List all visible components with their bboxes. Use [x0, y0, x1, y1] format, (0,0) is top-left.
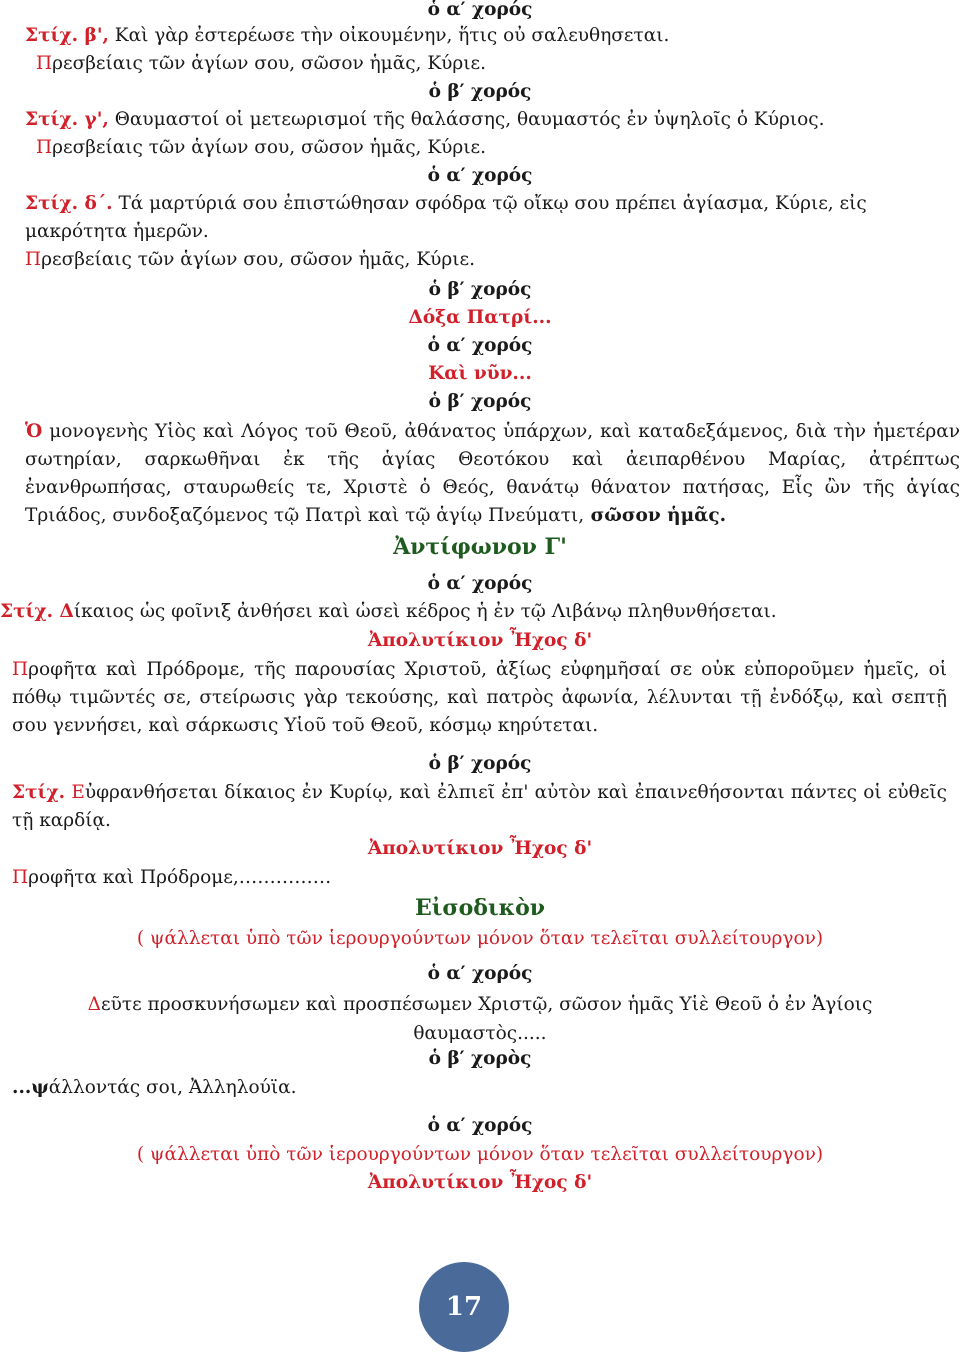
verse-label: Στίχ. β', — [25, 25, 109, 46]
refrain-line — [36, 50, 956, 78]
rubric-note: ( ψάλλεται ὑπὸ τῶν ἱερουργούντων μόνον ὅταν τελεῖται συλλείτουργον) — [136, 1144, 824, 1165]
initial-letter: Δ — [53, 601, 74, 622]
choir-heading: ὁ α′ χορός — [427, 335, 533, 356]
verse-line — [25, 22, 960, 50]
initial-letter: Ὁ — [25, 421, 43, 442]
troparion-paragraph — [25, 418, 960, 530]
choir-heading: ὁ β′ χορός — [428, 391, 532, 412]
kai-nyn-heading: Καὶ νῦν... — [428, 363, 532, 384]
verse-text: Θαυμαστοί οἱ μετεωρισμοί τῆς θαλάσσης, θαυμαστός ἐν ὑψηλοῖς ὁ Κύριος. — [108, 109, 825, 130]
verse-text: Καὶ γὰρ ἐστερέωσε τὴν οἰκουμένην, ἥτις οὐ σαλευθησεται. — [108, 25, 670, 46]
refrain-line — [25, 246, 960, 274]
apolytikion-heading: Ἀπολυτίκιον Ἦχος δ' — [367, 1172, 593, 1193]
refrain-text: ρεσβείαις τῶν ἁγίων σου, σῶσον ἡμᾶς, Κύριε. — [52, 137, 486, 158]
initial-letter: Π — [36, 137, 53, 158]
incipit-line — [12, 864, 947, 892]
ellipsis-start: ...ψ — [12, 1077, 49, 1098]
apolytikion-paragraph — [12, 656, 947, 740]
refrain-text: ρεσβείαις τῶν ἁγίων σου, σῶσον ἡμᾶς, Κύριε. — [52, 53, 486, 74]
hymn-line — [0, 991, 960, 1019]
choir-heading: ὁ α′ χορός — [427, 963, 533, 984]
verse-line — [0, 598, 960, 626]
verse-paragraph — [12, 779, 947, 835]
doxology-heading: Δόξα Πατρί... — [408, 307, 552, 328]
incipit-text: ροφῆτα καὶ Πρόδρομε,…………… — [28, 867, 332, 888]
initial-letter: Π — [12, 867, 29, 888]
choir-heading: ὁ β′ χορὸς — [428, 1048, 532, 1069]
choir-heading: ὁ β′ χορός — [428, 81, 532, 102]
verse-line — [25, 190, 960, 218]
choir-heading: ὁ α′ χορός — [427, 573, 533, 594]
choir-heading: ὁ β′ χορός — [428, 753, 532, 774]
hymn-continuation: θαυμαστὸς..... — [413, 1023, 547, 1044]
verse-text: ίκαιος ὡς φοῖνιξ ἀνθήσει καὶ ὡσεὶ κέδρος ἡ ἐν τῷ Λιβάνῳ πληθυνθήσεται. — [73, 601, 777, 622]
page-number-badge — [419, 1262, 509, 1352]
verse-label: Στίχ. γ', — [25, 109, 109, 130]
hymn-ending — [12, 1074, 947, 1102]
choir-heading: ὁ α′ χορός — [427, 0, 533, 20]
verse-text: Τά μαρτύριά σου ἐπιστώθησαν σφόδρα τῷ οἴκῳ σου πρέπει ἁγίασμα, Κύριε, εἰς — [112, 193, 867, 214]
initial-letter: Δ — [87, 994, 101, 1015]
troparion-text: μονογενὴς Υἱὸς καὶ Λόγος τοῦ Θεοῦ, ἀθάνατος ὑπάρχων, καὶ καταδεξάμενος, διὰ τὴν ἡμετέραν σωτηρίαν, σαρκωθῆναι ἐκ τῆς ἁγίας Θεοτόκου καὶ ἀειπαρθένου Μαρίας, ἀτρέπτως ἐνανθρωπήσας, σταυρωθείς τε, Χριστὲ ὁ Θεός, θανάτῳ θάνατον πατήσας, Εἷς ὢν τῆς ἁγίας Τριάδος, συνδοξαζόμενος τῷ Πατρὶ καὶ τῷ ἁγίῳ Πνεύματι, — [25, 421, 960, 526]
apolytikion-heading: Ἀπολυτίκιον Ἦχος δ' — [367, 838, 593, 859]
hymn-text: εῦτε προσκυνήσωμεν καὶ προσπέσωμεν Χριστῷ, σῶσον ἡμᾶς Υἱὲ Θεοῦ ὁ ἐν Ἁγίοις — [101, 994, 873, 1015]
antiphon-title: Ἀντίφωνον Γ' — [393, 534, 567, 560]
apolytikion-heading: Ἀπολυτίκιον Ἦχος δ' — [367, 630, 593, 651]
page-number: 17 — [445, 1292, 483, 1322]
verse-line — [25, 106, 960, 134]
hymn-text: άλλοντάς σοι, Ἀλληλούϊα. — [48, 1077, 297, 1098]
verse-label: Στίχ. δ΄. — [25, 193, 113, 214]
initial-letter: Ε — [65, 782, 85, 803]
verse-text: ὐφρανθήσεται δίκαιος ἐν Κυρίῳ, καὶ ἐλπιεῖ ἐπ' αὐτὸν καὶ ἐπαινεθήσονται πάντες οἱ εὐθεῖς τῇ καρδίᾳ. — [12, 782, 947, 831]
eisodikon-title: Εἰσοδικὸν — [414, 895, 546, 921]
apolytikion-text: ροφῆτα καὶ Πρόδρομε, τῆς παρουσίας Χριστοῦ, ἀξίως εὐφημῆσαί σε οὐκ εὐποροῦμεν ἡμεῖς, οἱ πόθῳ τιμῶντές σε, στείρωσις γὰρ τεκούσης, καὶ πατρὸς ἀφωνία, λέλυνται τῇ ἐνδόξῳ, καὶ σεπτῇ σου γεννήσει, καὶ σάρκωσις Υἱοῦ τοῦ Θεοῦ, κόσμῳ κηρύτεται. — [12, 659, 947, 736]
initial-letter: Π — [12, 659, 29, 680]
choir-heading: ὁ β′ χορός — [428, 279, 532, 300]
refrain-line — [36, 134, 956, 162]
verse-continuation: μακρότητα ἡμερῶν. — [25, 221, 209, 242]
verse-label: Στίχ. — [0, 601, 54, 622]
choir-heading: ὁ α′ χορός — [427, 1115, 533, 1136]
choir-heading: ὁ α′ χορός — [427, 165, 533, 186]
verse-label: Στίχ. — [12, 782, 66, 803]
troparion-ending: σῶσον ἡμᾶς. — [584, 505, 727, 526]
initial-letter: Π — [36, 53, 53, 74]
rubric-note: ( ψάλλεται ὑπὸ τῶν ἱερουργούντων μόνον ὅταν τελεῖται συλλείτουργον) — [136, 928, 824, 949]
initial-letter: Π — [25, 249, 42, 270]
refrain-text: ρεσβείαις τῶν ἁγίων σου, σῶσον ἡμᾶς, Κύριε. — [41, 249, 475, 270]
